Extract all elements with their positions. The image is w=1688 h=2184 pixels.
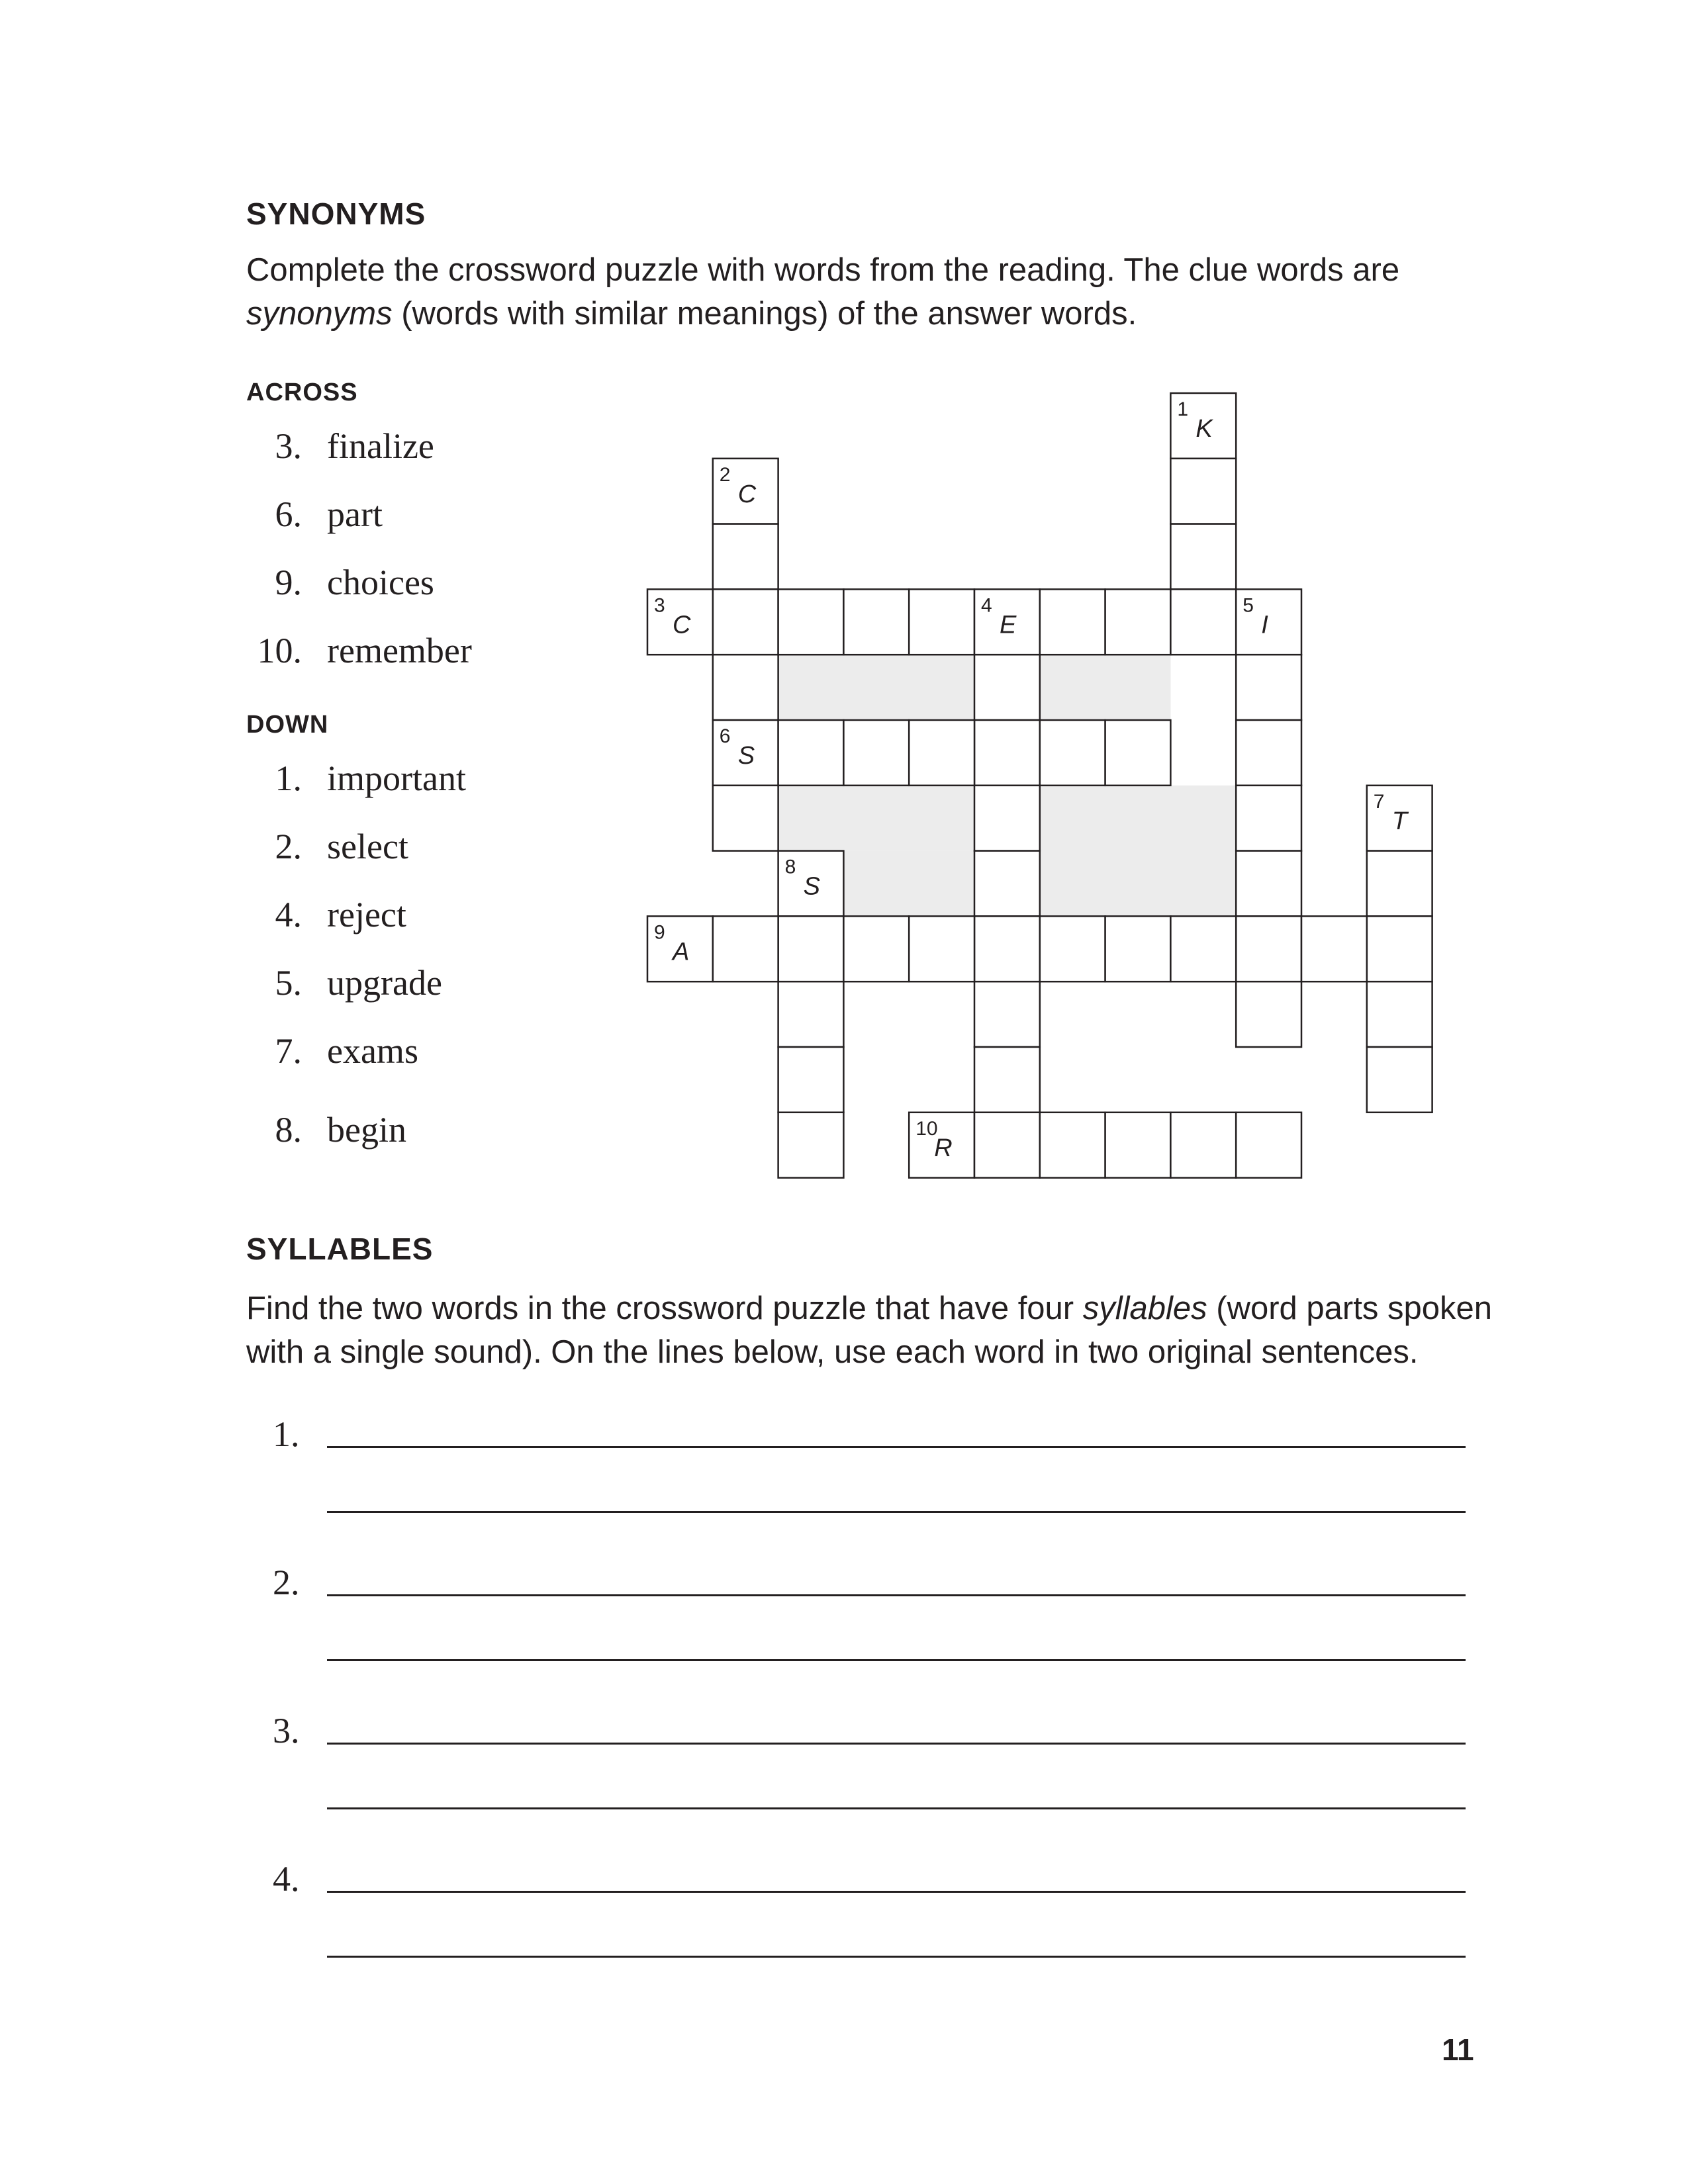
crossword-cell[interactable] [1236, 655, 1301, 720]
cell-number-5: 5 [1243, 594, 1254, 617]
syllables-instructions-line-2: with a single sound). On the lines below, use each word in two original sentences. [246, 1334, 1419, 1370]
cell-letter-7: T [1391, 807, 1408, 835]
syllables-instructions-part-a: Find the two words in the crossword puzzle that have four [246, 1291, 1083, 1326]
answer-number-1: 1. [273, 1414, 300, 1454]
crossword-cell[interactable] [974, 655, 1040, 720]
answer-line-1b[interactable] [327, 1511, 1466, 1513]
cell-number-9: 9 [654, 921, 665, 944]
cell-letter-9: A [673, 938, 690, 966]
crossword-cell[interactable] [1170, 589, 1236, 655]
crossword-cell[interactable] [1170, 459, 1236, 524]
crossword-cell[interactable] [1170, 524, 1236, 590]
crossword-cell[interactable] [1170, 1113, 1236, 1178]
cell-letter-4: E [1000, 611, 1017, 639]
cell-letter-2: C [737, 480, 757, 508]
answer-line-3b[interactable] [327, 1807, 1466, 1809]
crossword-cell[interactable] [1367, 1047, 1432, 1113]
answer-line-1a[interactable] [327, 1446, 1466, 1448]
crossword-cell[interactable] [778, 589, 844, 655]
crossword-cell[interactable] [1105, 1113, 1171, 1178]
clue-word: part [327, 494, 383, 534]
crossword-cell[interactable] [778, 981, 844, 1047]
across-heading: ACROSS [246, 379, 358, 406]
synonyms-heading: SYNONYMS [246, 197, 426, 231]
crossword-cell[interactable] [974, 916, 1040, 981]
crossword-cell[interactable] [843, 916, 909, 981]
crossword-cell[interactable] [909, 916, 974, 981]
crossword-cell[interactable] [1367, 981, 1432, 1047]
cell-letter-5: I [1261, 611, 1268, 639]
crossword-cell[interactable] [1236, 1113, 1301, 1178]
crossword-cell[interactable] [974, 851, 1040, 917]
crossword-cell[interactable] [1367, 851, 1432, 917]
syllables-instructions-part-b: (word parts spoken [1207, 1291, 1492, 1326]
crossword-cell[interactable] [1040, 1113, 1105, 1178]
page-number: 11 [1442, 2032, 1474, 2067]
answer-line-2a[interactable] [327, 1594, 1466, 1596]
crossword-cell[interactable] [974, 1047, 1040, 1113]
clue-number: 9. [275, 563, 302, 602]
crossword-cell[interactable] [974, 981, 1040, 1047]
crossword-cell[interactable] [1236, 851, 1301, 917]
crossword-cell[interactable] [909, 720, 974, 786]
crossword-cell[interactable] [778, 1113, 844, 1178]
crossword-cell[interactable] [1236, 786, 1301, 851]
clue-number: 6. [275, 494, 302, 534]
clue-number: 1. [275, 758, 302, 798]
answer-line-2b[interactable] [327, 1659, 1466, 1661]
crossword-cell[interactable] [909, 589, 974, 655]
shaded-block [778, 786, 974, 851]
cell-number-10: 10 [915, 1117, 938, 1140]
answer-number-4: 4. [273, 1859, 300, 1899]
syllables-instructions-line-1 [246, 1287, 1504, 1330]
crossword-cell[interactable] [1236, 981, 1301, 1047]
syllables-heading: SYLLABLES [246, 1232, 434, 1266]
crossword-cell[interactable] [778, 1047, 844, 1113]
clue-number: 7. [275, 1031, 302, 1071]
cell-letter-1: K [1196, 415, 1213, 443]
clue-number: 8. [275, 1110, 302, 1150]
answer-line-3a[interactable] [327, 1743, 1466, 1745]
crossword-cell[interactable] [1040, 589, 1105, 655]
crossword-cell[interactable] [1040, 916, 1105, 981]
synonyms-instructions-rest: (words with similar meanings) of the answer words. [392, 296, 1137, 332]
synonyms-instructions-line-1: Complete the crossword puzzle with words from the reading. The clue words are [246, 252, 1400, 288]
cell-letter-8: S [803, 872, 820, 901]
crossword-cell[interactable] [974, 720, 1040, 786]
synonyms-instructions [246, 248, 1504, 336]
cell-number-4: 4 [981, 594, 992, 617]
cell-letter-6: S [737, 742, 755, 770]
cell-number-7: 7 [1373, 790, 1385, 813]
crossword-cell[interactable] [713, 524, 778, 590]
crossword-cell[interactable] [1301, 916, 1367, 981]
cell-letter-10: R [934, 1134, 953, 1162]
crossword-cell[interactable] [778, 916, 844, 981]
cell-number-1: 1 [1177, 398, 1189, 420]
clue-number: 2. [275, 827, 302, 866]
shaded-block [778, 655, 974, 720]
crossword-cell[interactable] [1040, 720, 1105, 786]
clue-word: choices [327, 563, 434, 602]
clue-word: exams [327, 1031, 418, 1071]
crossword-cell[interactable] [1367, 916, 1432, 981]
answer-line-4a[interactable] [327, 1891, 1466, 1893]
cell-number-2: 2 [719, 463, 731, 486]
cell-number-6: 6 [719, 725, 731, 747]
clue-word: important [327, 758, 466, 798]
crossword-cell[interactable] [713, 916, 778, 981]
clue-number: 10. [257, 631, 302, 670]
clue-number: 5. [275, 963, 302, 1003]
clue-word: finalize [327, 426, 434, 466]
answer-line-4b[interactable] [327, 1956, 1466, 1958]
syllables-term: syllables [1082, 1291, 1207, 1326]
cell-number-3: 3 [654, 594, 665, 617]
clue-word: select [327, 827, 408, 866]
cell-letter-3: C [673, 611, 691, 639]
crossword-cell[interactable] [1105, 589, 1171, 655]
clue-word: reject [327, 895, 406, 934]
crossword-cell[interactable] [1105, 916, 1171, 981]
crossword-cell[interactable] [1105, 720, 1171, 786]
crossword-cell[interactable] [713, 786, 778, 851]
crossword-cell[interactable] [1170, 916, 1236, 981]
crossword-cell[interactable] [843, 720, 909, 786]
clue-word: upgrade [327, 963, 442, 1003]
shaded-block [1040, 786, 1236, 917]
clue-word: begin [327, 1110, 406, 1150]
down-heading: DOWN [246, 711, 329, 739]
crossword-cell[interactable] [778, 720, 844, 786]
crossword-cell[interactable] [974, 1113, 1040, 1178]
cell-number-8: 8 [784, 856, 796, 878]
synonyms-term: synonyms [246, 296, 393, 332]
clue-number: 4. [275, 895, 302, 934]
clue-word: remember [327, 631, 472, 670]
crossword-cell[interactable] [974, 786, 1040, 851]
shaded-block [843, 851, 974, 917]
answer-number-3: 3. [273, 1711, 300, 1751]
crossword-cell[interactable] [1236, 720, 1301, 786]
clue-number: 3. [275, 426, 302, 466]
crossword-cell[interactable] [1236, 916, 1301, 981]
syllables-instructions [246, 1287, 1504, 1374]
answer-number-2: 2. [273, 1563, 300, 1602]
synonyms-instructions-line-2 [246, 292, 1504, 336]
crossword-cell[interactable] [713, 655, 778, 720]
crossword-cell[interactable] [713, 589, 778, 655]
crossword-cell[interactable] [843, 589, 909, 655]
